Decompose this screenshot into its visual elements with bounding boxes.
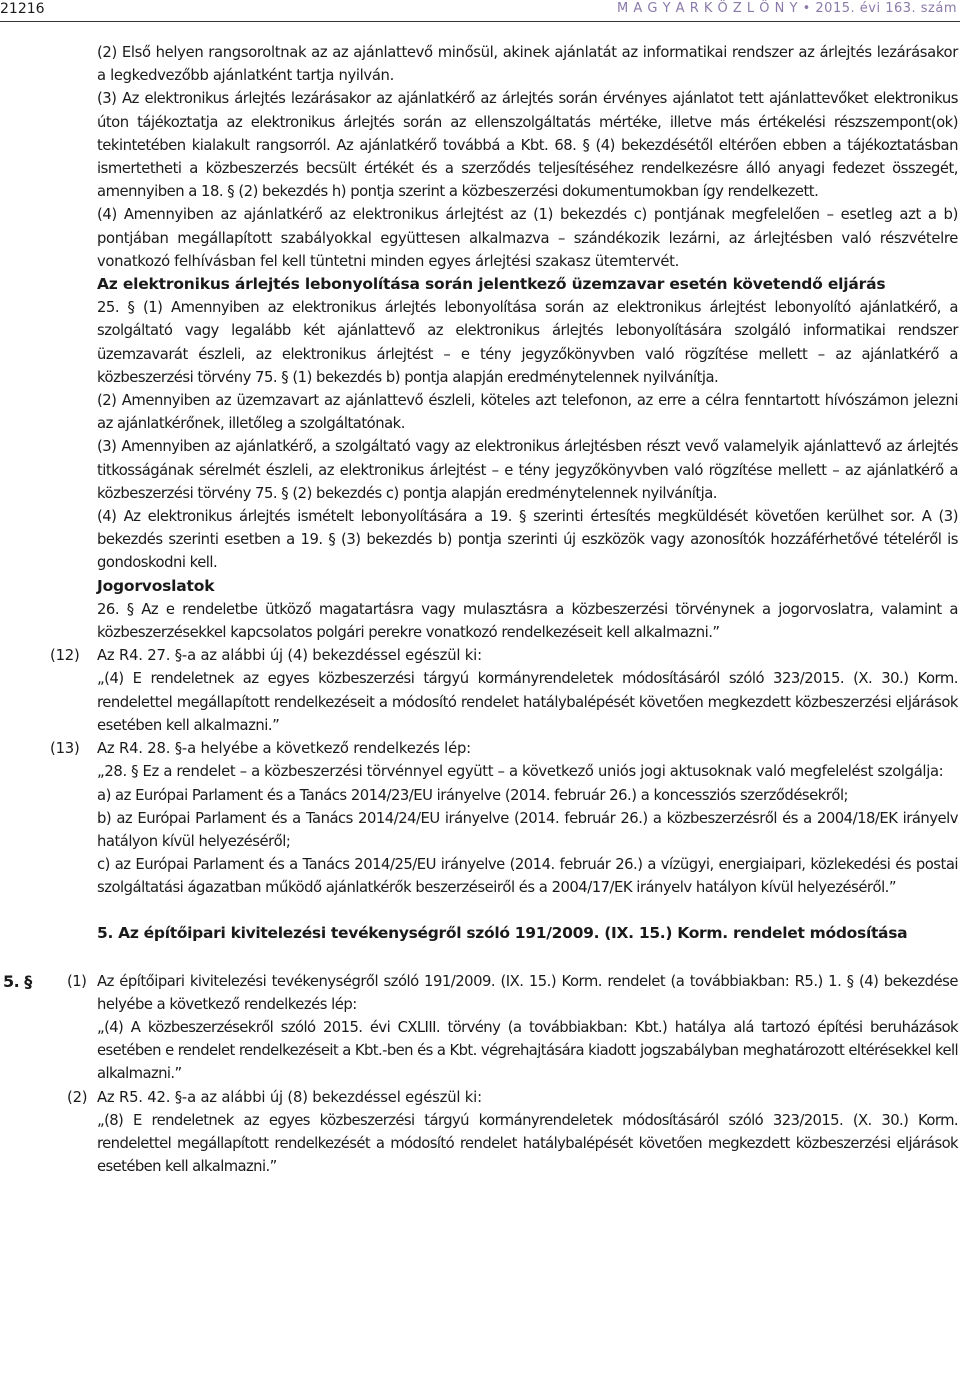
paragraph-3: (3) Az elektronikus árlejtés lezárásakor az ajánlatkérő az árlejtés során érvényes ajánlatot tett ajánlattevőket elektronikus úton tájékoztatja az elektronikus árlejtés során az ellenszolgáltatás mértéke, illetve más értékelési részszempont(ok) tekintetében kialakult rangsorról. Az ajánlatkérő továbbá a Kbt. 68. § (4) bekezdésétől eltérően ebben a tájékoztatásban ismertetheti a közbeszerzés becsült értékét és a szerződés teljesítéséhez rendelkezésre álló anyagi fedezet összegét, amennyiben a 18. § (2) bekezdés h) pontja szerint a közbeszerzési dokumentumokban így rendelkezett. [97, 90, 958, 201]
document-body [0, 41, 960, 1178]
section-5-1-quote: „(4) A közbeszerzésekről szóló 2015. évi CXLIII. törvény (a továbbiakban: Kbt.) hatálya alá tartozó építési beruházások esetében e rendelet rendelkezéseit a Kbt.-ben és a Kbt. végrehajtására kiadott jogszabályban meghatározott eltérésekkel kell alkalmazni.” [97, 1018, 958, 1083]
spacer [0, 900, 960, 922]
amendment-13-point-c: c) az Európai Parlament és a Tanács 2014/25/EU irányelve (2014. február 26.) a vízügyi, energiaipari, közlekedési és postai szolgáltatási ágazatban működő ajánlatkérők beszerzéseiről és a 2004/17/EK irányelv hatályon kívül helyezéséről.” [97, 856, 958, 897]
page-number: 21216 [0, 1, 45, 17]
heading-section-5: 5. Az építőipari kivitelezési tevékenységről szóló 191/2009. (IX. 15.) Korm. rendelet módosítása [97, 923, 908, 942]
section-5-paragraph-2 [67, 1086, 958, 1109]
journal-title: M A G Y A R K Ö Z L Ö N Y • 2015. évi 163. szám [617, 1, 957, 16]
amendment-13 [50, 737, 958, 760]
amendment-13-point-b: b) az Európai Parlament és a Tanács 2014/24/EU irányelve (2014. február 26.) a közbeszerzésről és a 2004/18/EK irányelv hatályon kívül helyezéséről; [97, 809, 958, 850]
section-5-2-text: Az R5. 42. §-a az alábbi új (8) bekezdéssel egészül ki: [97, 1088, 482, 1106]
section-5-1-text: Az építőipari kivitelezési tevékenységről szóló 191/2009. (IX. 15.) Korm. rendelet (a továbbiakban: R5.) 1. § (4) bekezdése helyébe a következő rendelkezés lép: [97, 972, 958, 1013]
spacer [0, 945, 960, 970]
amendment-12-text: Az R4. 27. §-a az alábbi új (4) bekezdéssel egészül ki: [97, 647, 482, 665]
header-rule [0, 21, 960, 22]
paragraph-4: (4) Amennyiben az ajánlatkérő az elektronikus árlejtést az (1) bekezdés c) pontjának megfelelően – esetleg azt a b) pontjában megállapított szabályokkal együttesen alkalmazva – szándékozik lezárni, az árlejtésben való részvételre vonatkozó felhívásban fel kell tüntetni minden egyes árlejtési szakasz ütemtervét. [97, 206, 958, 270]
paragraph-26: 26. § Az e rendeletbe ütköző magatartásra vagy mulasztásra a közbeszerzési törvénynek a jogorvoslatra, valamint a közbeszerzésekkel kapcsolatos polgári perekre vonatkozó rendelkezéseit kell alkalmazni.” [97, 600, 958, 642]
amendment-13-text: Az R4. 28. §-a helyébe a következő rendelkezés lép: [97, 740, 471, 758]
paragraph-25-1: 25. § (1) Amennyiben az elektronikus árlejtés lebonyolítása során az elektronikus árlejtést lebonyolító ajánlatkérő, a szolgáltató vagy legalább két ajánlattevő az elektronikus árlejtés lebonyolítására szolgáló informatikai rendszer üzemzavarát észleli, az elektronikus árlejtést – e tény jegyzőkönyvben való rögzítése mellett – az ajánlatkérő a közbeszerzési törvény 75. § (1) bekezdés b) pontja alapján eredménytelennek nyilvánítja. [97, 299, 958, 386]
paragraph-2: (2) Első helyen rangsoroltnak az az ajánlattevő minősül, akinek ajánlatát az informatikai rendszer az árlejtés lezárásakor a legkedvezőbb ajánlatként tartja nyilván. [97, 44, 958, 85]
section-5-2-label: (2) [67, 1088, 88, 1106]
amendment-12-label: (12) [50, 647, 80, 665]
section-5-label: 5. § [3, 971, 32, 991]
section-5-paragraph-1 [3, 970, 958, 1016]
amendment-12 [50, 644, 958, 667]
amendment-12-quote: „(4) E rendeletnek az egyes közbeszerzési tárgyú kormányrendeletek módosításáról szóló 323/2015. (X. 30.) Korm. rendelettel megállapított rendelkezéseit a módosító rendelet hatálybalépését követően megkezdett közbeszerzési eljárások esetében kell alkalmazni.” [97, 670, 958, 734]
heading-uzemzavar: Az elektronikus árlejtés lebonyolítása során jelentkező üzemzavar esetén követendő eljárás [97, 275, 886, 294]
page-header [0, 0, 960, 22]
paragraph-25-4: (4) Az elektronikus árlejtés ismételt lebonyolítására a 19. § szerinti értesítés megküldését követően kerülhet sor. A (3) bekezdés szerinti esetben a 19. § (3) bekezdés b) pontja szerinti új eszközök vagy azonosítók hozzáférhetővé tételéről is gondoskodni kell. [97, 508, 958, 572]
amendment-13-point-a: a) az Európai Parlament és a Tanács 2014/23/EU irányelve (2014. február 26.) a koncessziós szerződésekről; [97, 786, 849, 804]
amendment-13-label: (13) [50, 740, 80, 758]
section-5-2-quote: „(8) E rendeletnek az egyes közbeszerzési tárgyú kormányrendeletek módosításáról szóló 323/2015. (X. 30.) Korm. rendelettel megállapított rendelkezését a módosító rendelet hatálybalépését követően megkezdett közbeszerzési eljárások esetében kell alkalmazni.” [97, 1111, 958, 1176]
paragraph-25-2: (2) Amennyiben az üzemzavart az ajánlattevő észleli, köteles azt telefonon, az erre a célra fenntartott hívószámon jelezni az ajánlatkérőnek, illetőleg a szolgáltatónak. [97, 392, 958, 433]
section-5-1-label: (1) [67, 972, 87, 990]
paragraph-25-3: (3) Amennyiben az ajánlatkérő, a szolgáltató vagy az elektronikus árlejtésben részt vevő valamelyik ajánlattevő az árlejtés titkosságának sérelmét észleli, az elektronikus árlejtést – e tény jegyzőkönyvben való rögzítése mellett – az ajánlatkérő a közbeszerzési törvény 75. § (2) bekezdés c) pontja alapján eredménytelennek nyilvánítja. [97, 438, 958, 502]
heading-jogorvoslatok: Jogorvoslatok [97, 576, 215, 595]
amendment-13-section-28: „28. § Ez a rendelet – a közbeszerzési törvénnyel együtt – a következő uniós jogi aktusoknak való megfelelést szolgálja: [97, 763, 944, 781]
